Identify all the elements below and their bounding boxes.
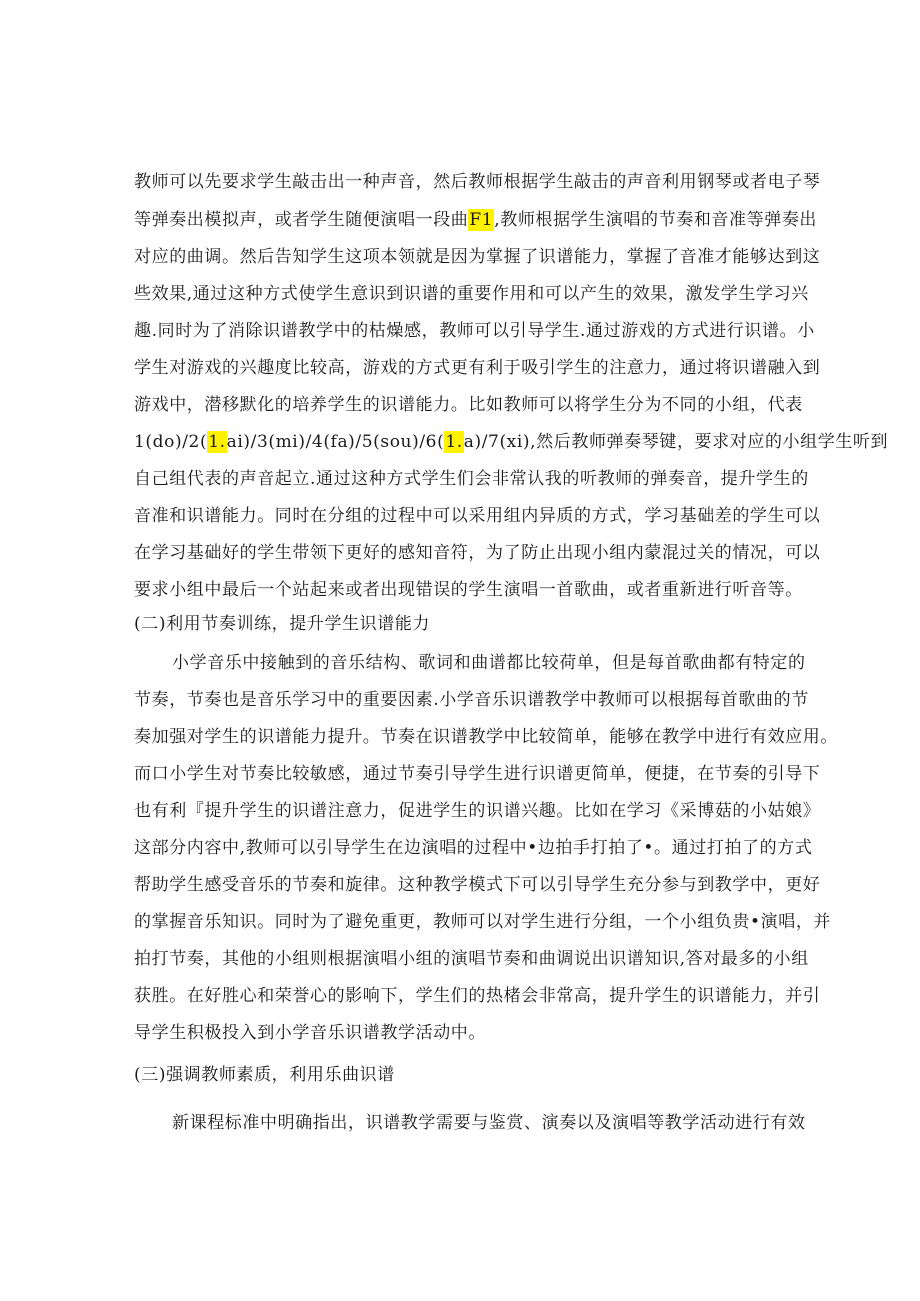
p1-line-4: 些效果,通过这种方式使学生意识到识谱的重要作用和可以产生的效果，激发学生学习兴 bbox=[134, 284, 809, 304]
p1-line-5: 趣.同时为了消除识谱教学中的枯燥感，教师可以引导学生.通过游戏的方式进行识谱。小 bbox=[134, 321, 815, 341]
highlight-1a: 1. bbox=[208, 432, 226, 452]
highlight-1b: 1. bbox=[445, 432, 463, 452]
p1-line-6: 学生对游戏的兴趣度比较高，游戏的方式更有利于吸引学生的注意力，通过将识谱融入到 bbox=[134, 358, 821, 378]
p1-line-8 bbox=[134, 431, 888, 453]
p2-line-8: 的掌握音乐知识。同时为了避免重更，教师可以对学生进行分组，一个小组负贵•演唱，并 bbox=[134, 912, 832, 932]
section-heading-2: (二)利用节奏训练，提升学生识谱能力 bbox=[134, 614, 431, 634]
highlight-f1: F1 bbox=[469, 210, 494, 230]
p1-line-2-b: ,教师根据学生演唱的节奏和音准等弹奏出 bbox=[494, 210, 818, 230]
p1-line-8-a: 1(do)/2( bbox=[134, 432, 208, 452]
p1-line-10: 音准和识谱能力。同时在分组的过程中可以采用组内异质的方式，学习基础差的学生可以 bbox=[134, 506, 821, 526]
p2-line-10: 获胜。在好胜心和荣誉心的影响下，学生们的热楮会非常高，提升学生的识谱能力，并引 bbox=[134, 986, 821, 1006]
p2-line-7: 帮助学生感受音乐的节奏和旋律。这种教学模式下可以引导学生充分参与到教学中，更好 bbox=[134, 875, 821, 895]
p1-line-2-a: 等弹奏出模拟声，或者学生随便演唱一段曲 bbox=[134, 210, 469, 230]
p2-line-6: 这部分内容中,教师可以引导学生在边演唱的过程中•边拍手打拍了•。通过打拍了的方式 bbox=[134, 838, 813, 858]
p3-line-1: 新课程标准中明确指出，识谱教学需要与鉴赏、演奏以及演唱等教学活动进行有效 bbox=[172, 1113, 806, 1133]
p2-line-3: 奏加强对学生的识谱能力提升。节奏在识谱教学中比较简单，能够在教学中进行有效应用。 bbox=[134, 727, 838, 747]
p2-line-9: 拍打节奏，其他的小组则根据演唱小组的演唱节奏和曲调说出识谱知识,答对最多的小组 bbox=[134, 949, 809, 969]
p2-line-4: 而口小学生对节奏比较敏感，通过节奏引导学生进行识谱更简单，便捷，在节奏的引导下 bbox=[134, 764, 821, 784]
p1-line-9: 自己组代表的声音起立.通过这种方式学生们会非常认我的听教师的弹奏音，提升学生的 bbox=[134, 469, 809, 489]
p2-line-2: 节奏，节奏也是音乐学习中的重要因素.小学音乐识谱教学中教师可以根据每首歌曲的节 bbox=[134, 690, 809, 710]
p1-line-12: 要求小组中最后一个站起来或者出现错误的学生演唱一首歌曲，或者重新进行听音等。 bbox=[134, 580, 803, 600]
p1-line-8-c: a)/7(xi),然后教师弹奏琴键，要求对应的小组学生听到 bbox=[463, 432, 889, 452]
p2-line-1: 小学音乐中接触到的音乐结构、歌词和曲谱都比较荷单，但是每首歌曲都有特定的 bbox=[172, 653, 806, 673]
p1-line-2 bbox=[134, 209, 817, 231]
p2-line-5: 也有利『提升学生的识谱注意力，促进学生的识谱兴趣。比如在学习《采博菇的小姑娘》 bbox=[134, 801, 821, 821]
p1-line-11: 在学习基础好的学生带领下更好的感知音符，为了防止出现小组内蒙混过关的情况，可以 bbox=[134, 543, 821, 563]
p1-line-3: 对应的曲调。然后告知学生这项本领就是因为掌握了识谱能力，掌握了音准才能够达到这 bbox=[134, 247, 821, 267]
p1-line-1: 教师可以先要求学生敲击出一种声音，然后教师根据学生敲击的声音利用钢琴或者电子琴 bbox=[134, 172, 821, 192]
section-heading-3: (三)强调教师素质，利用乐曲识谱 bbox=[134, 1065, 395, 1085]
p2-line-11: 导学生积极投入到小学音乐识谱教学活动中。 bbox=[134, 1023, 486, 1043]
p1-line-7: 游戏中，潜移默化的培养学生的识谱能力。比如教师可以将学生分为不同的小组，代表 bbox=[134, 395, 803, 415]
p1-line-8-b: ai)/3(mi)/4(fa)/5(sou)/6( bbox=[226, 432, 445, 452]
